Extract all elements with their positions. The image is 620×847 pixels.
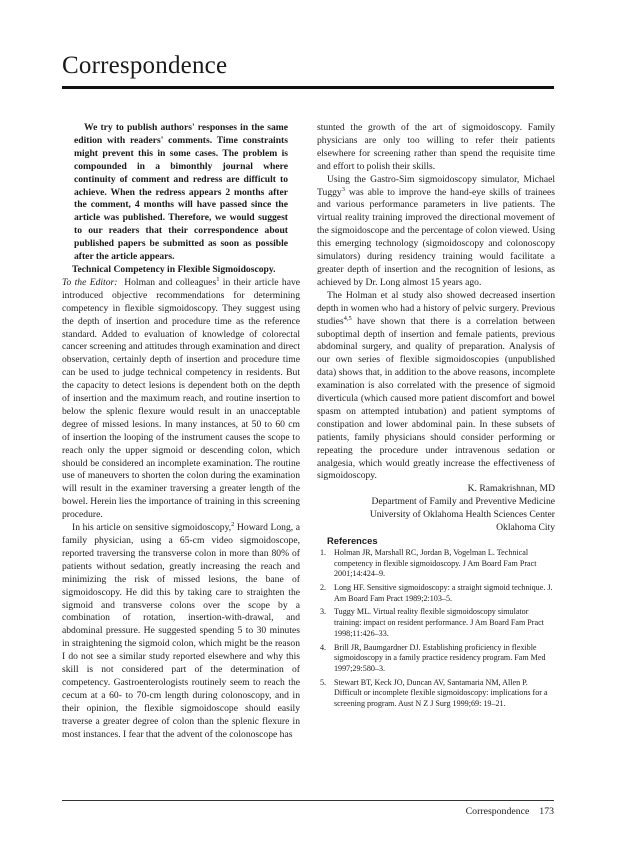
references-list [317, 548, 555, 710]
reference-item: 5. Stewart BT, Keck JO, Duncan AV, Santamaria NM, Allen P. Difficult or incomplete flexible sigmoidoscopy: implications for a screening program. Aust N Z J Surg 1999;69: 19–21. [320, 677, 548, 709]
reference-item: 4. Brill JR, Baumgardner DJ. Establishing proficiency in flexible sigmoidoscopy in a family practice residency program. Fam Med 1997;29:580–3. [320, 642, 546, 673]
footer-section-label: Correspondence [465, 806, 530, 817]
author-city: Oklahoma City [496, 522, 555, 534]
citation-marker: 4,5 [343, 314, 352, 322]
letter-paragraph-3: Using the Gastro-Sim sigmoidoscopy simulator, Michael Tuggy$^3$ was able to improve the hand-eye skills of trainees and various performance parameters in live patients. The virtual reality training improved the directional movement of the sigmoidoscope and the percentage of colon viewed. Using this emerging technology (sigmoidoscopy and colonoscopy simulators) during residency training would facilitate a greater depth of insertion and the recognition of lesions, as achieved by Dr. Long almost 15 years ago. [317, 173, 555, 288]
letter-paragraph-4: The Holman et al study also showed decreased insertion depth in women who had a history of pelvic surgery. Previous studies$^{4,5}$ have shown that there is a correlation between suboptimal depth of insertion and female patients, previous abdominal surgery, and quality of preparation. Analysis of our own series of flexible sigmoidoscopies (unpublished data) shows that, in addition to the above reasons, incomplete examination is also correlated with the presence of sigmoid diverticula (which caused more patient discomfort and bowel spasm on attempted intubation) and patient symptoms of constipation and lower abdominal pain. In these subsets of patients, family physicians should consider performing or repeating the procedure under intravenous sedation or analgesia, which would greatly increase the effectiveness of sigmoidoscopy. [317, 289, 555, 482]
references-heading: References [327, 535, 378, 546]
citation-marker: 1 [216, 275, 220, 283]
page-number: 173 [539, 806, 554, 817]
citation-marker: 3 [341, 185, 345, 193]
footer-rule [62, 800, 554, 801]
right-column [317, 122, 555, 713]
author-name: K. Ramakrishnan, MD [467, 483, 555, 495]
letter-salutation: To the Editor: [62, 276, 118, 288]
citation-marker: 2 [231, 520, 235, 528]
reference-item: 1. Holman JR, Marshall RC, Jordan B, Vogelman L. Technical competency in flexible sigmoidoscopy. J Am Board Fam Pract 2001;14:424–9. [320, 547, 537, 579]
reference-item: 2. Long HF. Sensitive sigmoidoscopy: a straight sigmoid technique. J. Am Board Fam Pract 1989;2:103–5. [320, 583, 553, 603]
author-department: Department of Family and Preventive Medicine [371, 496, 555, 508]
letter-heading: Technical Competency in Flexible Sigmoidoscopy. [72, 263, 276, 275]
left-column [62, 122, 300, 742]
reference-item: 3. Tuggy ML. Virtual reality flexible sigmoidoscopy simulator training: impact on resident performance. J Am Board Fam Pract 1998;11:426–33. [320, 607, 544, 638]
letter-paragraph-2: In his article on sensitive sigmoidoscopy,$^2$ Howard Long, a family physician, using a 65-cm video sigmoidoscope, reported traversing the transverse colon in more than 80% of patients without sedation, greatly increasing the reach and minimizing the risk of missed lesions, the bane of sigmoidoscopy. He did this by taking care to straighten the sigmoid and transverse colons over the scope by a combination of rotation, insertion-with-drawal, and abdominal pressure. He suggested spending 5 to 30 minutes in straightening the sigmoid colon, which might be the reason I do not see a similar study reported elsewhere and why this skill is not considered part of the determination of competency. Gastroenterologists routinely seem to reach the cecum at a 60- to 70-cm length during colonoscopy, and in their opinion, the flexible sigmoidoscope should easily traverse a greater degree of colon than the splenic flexure in most instances. I fear that the advent of the colonoscope has [62, 520, 300, 740]
letter-paragraph-1: To the Editor: Holman and colleagues$^1$ in their article have introduced objective recommendations for determining competency in flexible sigmoidoscopy. They suggest using the depth of insertion and procedure time as the reference standard. Added to evaluation of knowledge of colorectal cancer screening and attitudes through examination and direct observation, certainly depth of insertion and procedure time can be used to judge technical competency in residents. But the capacity to detect lesions is dependent both on the depth of insertion and the maximum reach, and routine insertion to below the splenic flexure would result in an unacceptable degree of missed lesions. In many instances, at 50 to 60 cm of insertion the looping of the instrument causes the scope to reach only the upper sigmoid or descending colon, which should be considered an incomplete examination. The routine use of maneuvers to shorten the colon during the examination will result in the examiner traversing a greater length of the bowel. Herein lies the importance of training in this screening procedure. [62, 275, 301, 521]
title-rule [62, 86, 554, 89]
page-footer [466, 806, 554, 817]
page-title: Correspondence [62, 52, 228, 79]
author-university: University of Oklahoma Health Sciences Center [369, 509, 555, 521]
editor-note: We try to publish authors' responses in the same edition with readers' comments. Time constraints might prevent this in some cases. The problem is compounded in a bimonthly journal where continuity of comment and redress are difficult to achieve. When the redress appears 2 months after the comment, 4 months will have passed since the article was published. Therefore, we would suggest to our readers that their correspondence about published papers be submitted as soon as possible after the article appears. [74, 122, 288, 263]
letter-paragraph-2-continued: stunted the growth of the art of sigmoidoscopy. Family physicians are only too willing to refer their patients elsewhere for screening rather than spend the requisite time and effort to polish their skills. [317, 122, 555, 172]
